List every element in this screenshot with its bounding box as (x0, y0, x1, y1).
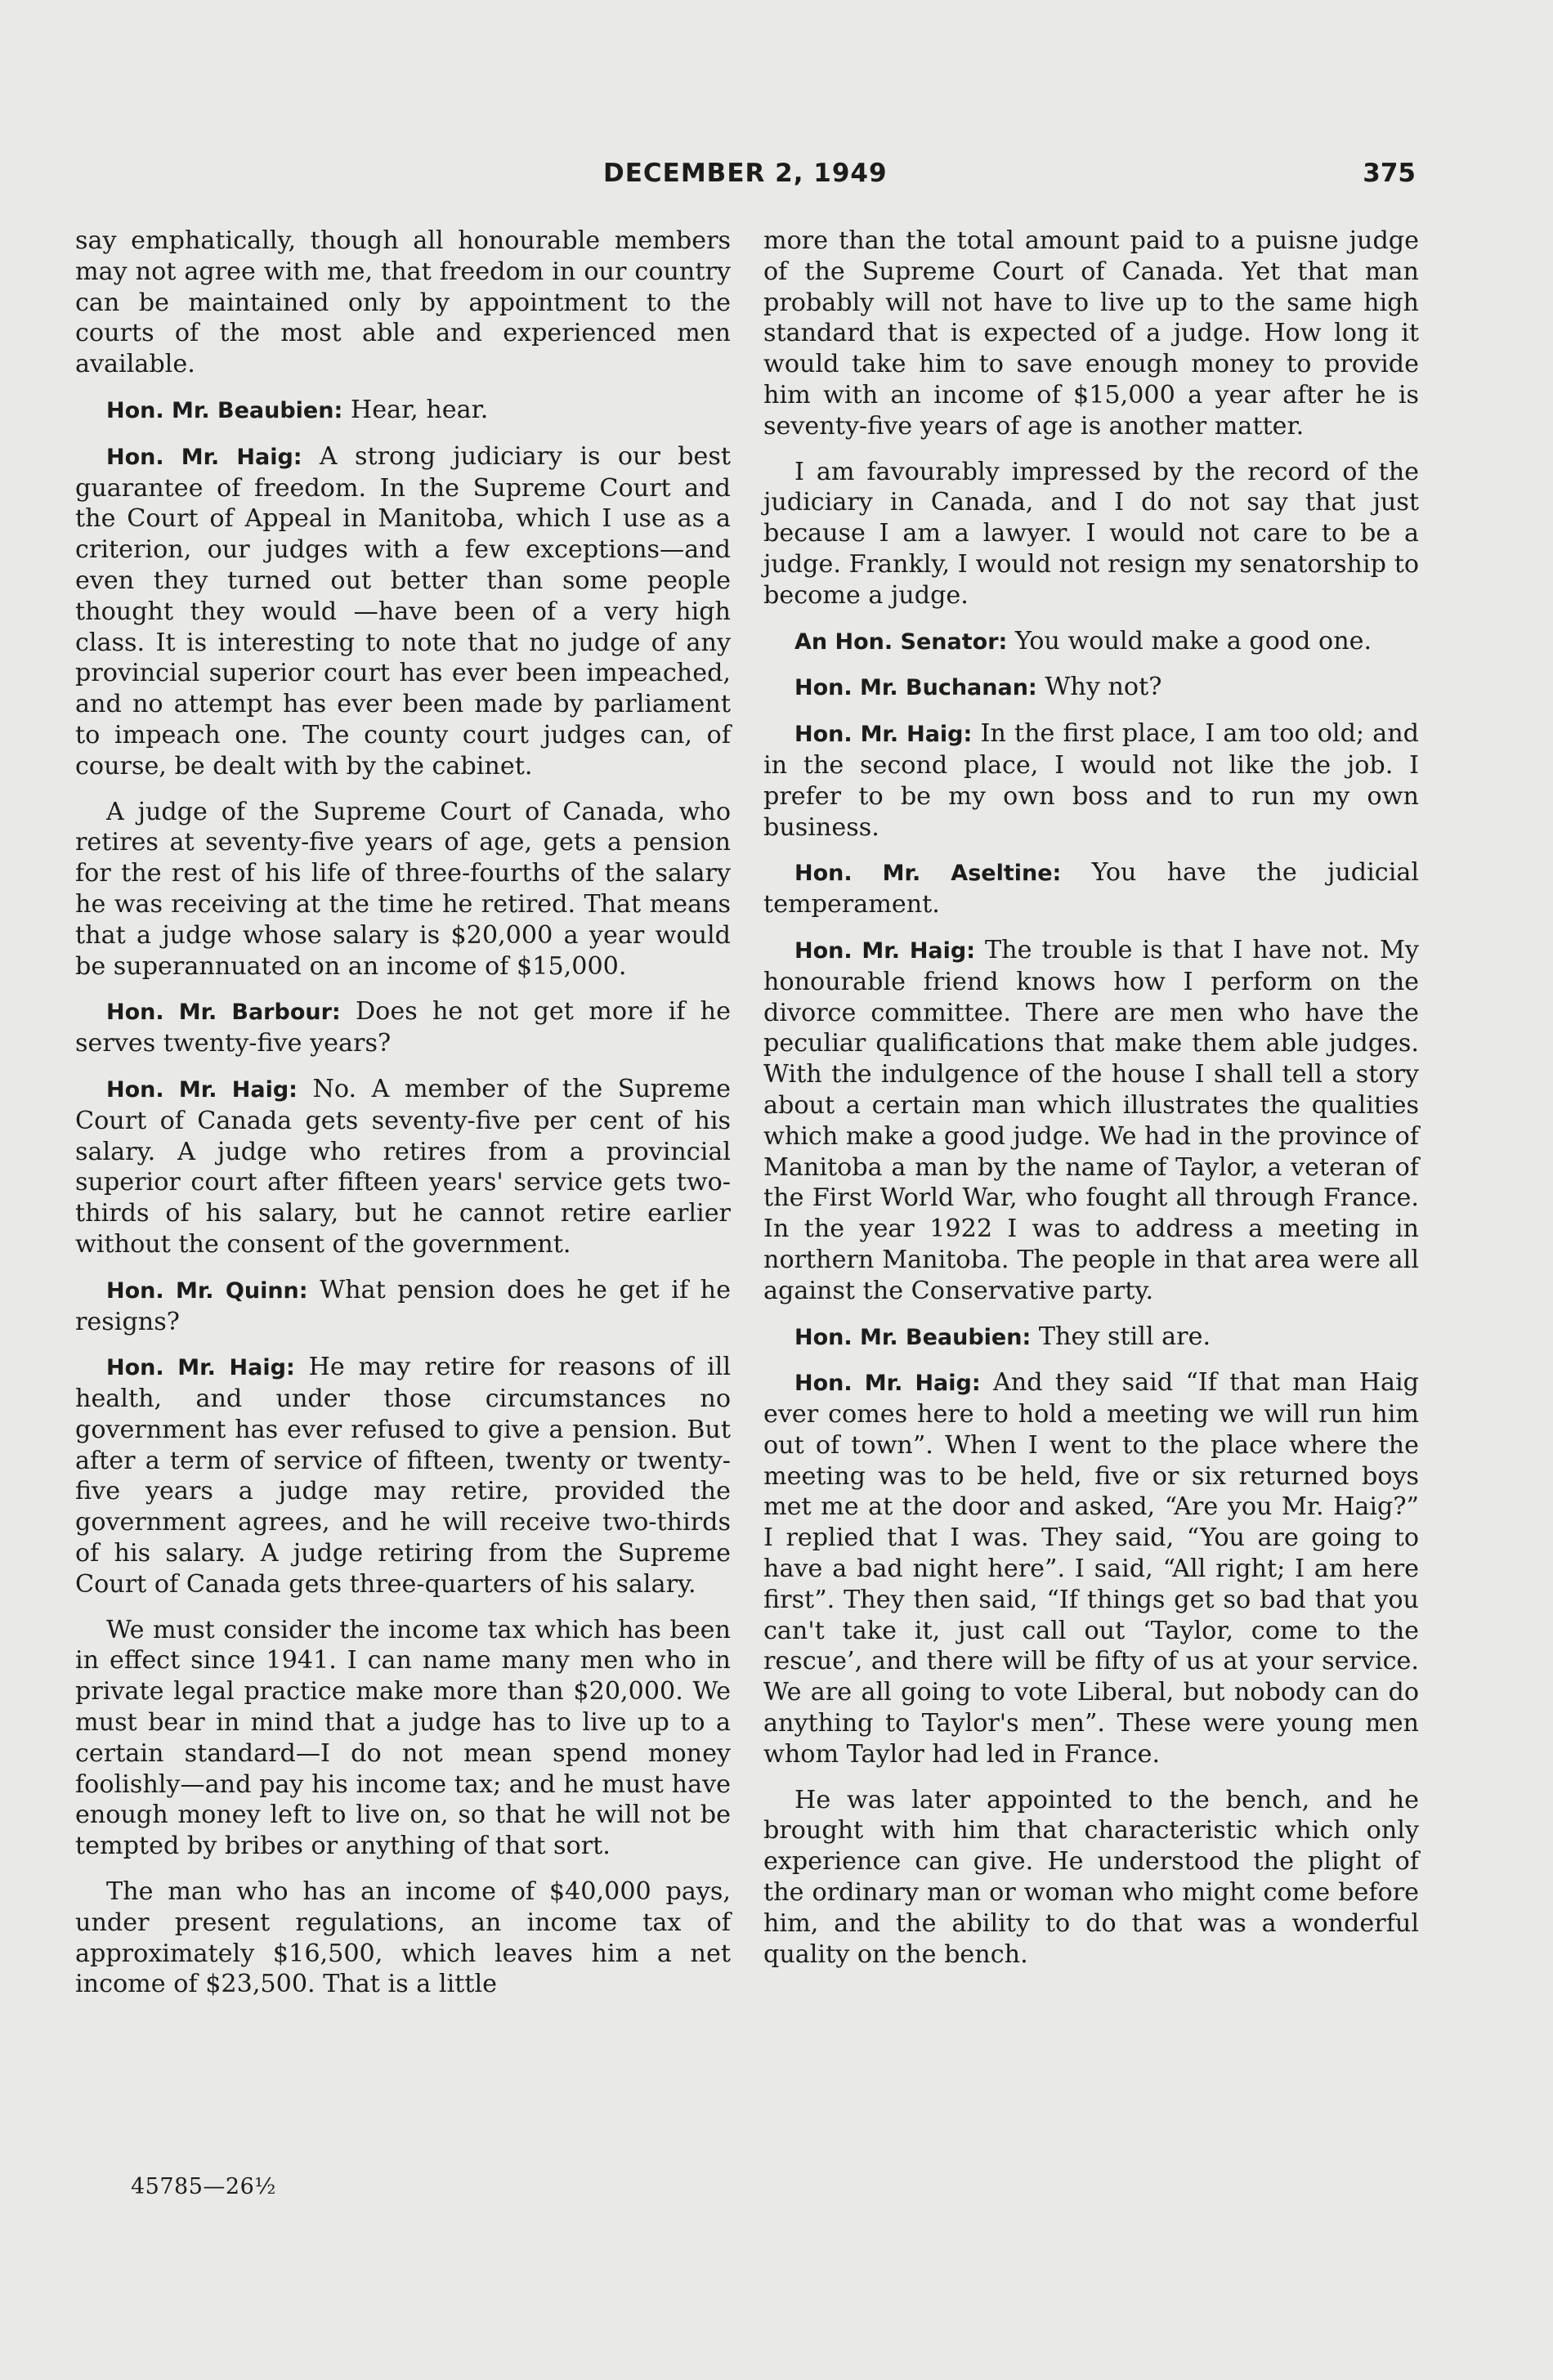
paragraph (763, 1322, 1419, 1353)
paragraph-text: You have the judicial temperament. (763, 858, 1419, 919)
paragraph-text: He may retire for reasons of ill health, and under those circumstances no government has ever refused to give a pension. But after a term of service of fifteen, twenty or twenty-five years a judge may retire, provided the government agrees, and he will receive two-thirds of his salary. A judge retiring from the Supreme Court of Canada gets three-quarters of his salary. (75, 1353, 731, 1599)
paragraph (75, 1615, 731, 1862)
speaker-name: Hon. Mr. Haig: (106, 444, 302, 470)
paragraph (763, 1785, 1419, 1971)
paragraph (763, 457, 1419, 611)
speaker-name: Hon. Mr. Beaubien: (106, 397, 343, 423)
paragraph (75, 441, 731, 782)
speaker-name: Hon. Mr. Beaubien: (794, 1324, 1032, 1350)
paragraph-text: I am favourably impressed by the record of the judiciary in Canada, and I do not say that just because I am a lawyer. I would not care to be a judge. Frankly, I would not resign my senatorship to become a judge. (763, 457, 1419, 610)
paragraph-text: Hear, hear. (350, 395, 489, 424)
speaker-name: Hon. Mr. Haig: (794, 722, 973, 748)
right-column (763, 226, 1419, 1984)
speaker-name: Hon. Mr. Haig: (794, 1371, 981, 1397)
paragraph-text: more than the total amount paid to a puisne judge of the Supreme Court of Canada. Yet that man probably will not have to live up to the same high standard that is expected of a judge. How long it would take him to save enough money to provide him with an income of $15,000 a year after he is seventy-five years of age is another matter. (763, 226, 1419, 441)
paragraph-text: You would make a good one. (1014, 626, 1372, 655)
paragraph (75, 226, 731, 380)
paragraph-text: The man who has an income of $40,000 pays, under present regulations, an income tax of approximately $16,500, which leaves him a net income of $23,500. That is a little (75, 1877, 731, 1999)
left-column (75, 226, 731, 2015)
paragraph-text: The trouble is that I have not. My honourable friend knows how I perform on the divorce committee. There are men who have the peculiar qualifications that make them able judges. With the indulgence of the house I shall tell a story about a certain man which illustrates the qualities which make a good judge. We had in the province of Manitoba a man by the name of Taylor, a veteran of the First World War, who fought all through France. In the year 1922 I was to address a meeting in northern Manitoba. The people in that area were all against the Conservative party. (763, 935, 1419, 1305)
paragraph (763, 718, 1419, 843)
paragraph-text: We must consider the income tax which has been in effect since 1941. I can name many men who in private legal practice make more than $20,000. We must bear in mind that a judge has to live up to a certain standard—I do not mean spend money foolishly—and pay his income tax; and he must have enough money left to live on, so that he will not be tempted by bribes or anything of that sort. (75, 1615, 731, 1861)
paragraph-text: say emphatically, though all honourable members may not agree with me, that freedom in our country can be maintained only by appointment to the courts of the most able and experienced men available. (75, 226, 731, 379)
paragraph (763, 857, 1419, 920)
paragraph-text: And they said “If that man Haig ever comes here to hold a meeting we will run him out of town”. When I went to the place where the meeting was to be held, five or six returned boys met me at the door and asked, “Are you Mr. Haig?” I replied that I was. They said, “You are going to have a bad night here”. I said, “All right; I am here first”. They then said, “If things get so bad that you can't take it, just call out ‘Taylor, come to the rescue’, and there will be fifty of us at your service. We are all going to vote Liberal, but nobody can do anything to Taylor's men”. These were young men whom Taylor had led in France. (763, 1368, 1419, 1769)
paragraph (75, 797, 731, 982)
paragraph-text: In the first place, I am too old; and in the second place, I would not like the job. I prefer to be my own boss and to run my own business. (763, 719, 1419, 842)
paragraph (75, 996, 731, 1059)
page-date: DECEMBER 2, 1949 (603, 159, 888, 188)
speaker-name: Hon. Mr. Aseltine: (794, 861, 1062, 887)
paragraph (763, 626, 1419, 658)
speaker-name: Hon. Mr. Quinn: (106, 1277, 308, 1304)
paragraph-text: Why not? (1045, 673, 1162, 702)
paragraph (75, 395, 731, 427)
page-number: 375 (1363, 159, 1416, 188)
paragraph-text: No. A member of the Supreme Court of Canada gets seventy-five per cent of his salary. A judge who retires from a provincial superior court after fifteen years' service gets two-thirds of his salary, but he cannot retire earlier without the consent of the government. (75, 1074, 732, 1259)
paragraph (75, 1275, 731, 1338)
paragraph (75, 1074, 731, 1260)
speaker-name: Hon. Mr. Haig: (106, 1076, 298, 1103)
paragraph (763, 935, 1419, 1307)
paragraph (763, 672, 1419, 704)
paragraph-text: A strong judiciary is our best guarantee of freedom. In the Supreme Court and the Court of Appeal in Manitoba, which I use as a criterion, our judges with a few exceptions—and even they turned out better than some people thought they would —have been of a very high class. It is interesting to note that no judge of any provincial superior court has ever been impeached, and no attempt has ever been made by parliament to impeach one. The county court judges can, of course, be dealt with by the cabinet. (75, 441, 731, 781)
speaker-name: Hon. Mr. Haig: (106, 1355, 295, 1381)
paragraph (75, 1877, 731, 2000)
printer-signature: 45785—26½ (131, 2174, 276, 2199)
speaker-name: An Hon. Senator: (794, 629, 1008, 655)
paragraph-text: A judge of the Supreme Court of Canada, who retires at seventy-five years of age, gets a pension for the rest of his life of three-fourths of the salary he was receiving at the time he retired. That means that a judge whose salary is $20,000 a year would be superannuated on an income of $15,000. (75, 797, 731, 981)
paragraph-text: What pension does he get if he resigns? (75, 1275, 731, 1336)
speaker-name: Hon. Mr. Haig: (794, 937, 976, 964)
paragraph-text: He was later appointed to the bench, and he brought with him that characteristic which only experience can give. He understood the plight of the ordinary man or woman who might come before him, and the ability to do that was a wonderful quality on the bench. (763, 1785, 1419, 1969)
paragraph (75, 1352, 731, 1599)
paragraph-text: Does he not get more if he serves twenty-five years? (75, 997, 731, 1058)
paragraph (763, 1367, 1419, 1769)
speaker-name: Hon. Mr. Barbour: (106, 1000, 341, 1026)
page-header (0, 159, 1553, 195)
paragraph (763, 226, 1419, 442)
paragraph-text: They still are. (1038, 1322, 1211, 1351)
speaker-name: Hon. Mr. Buchanan: (794, 675, 1037, 701)
